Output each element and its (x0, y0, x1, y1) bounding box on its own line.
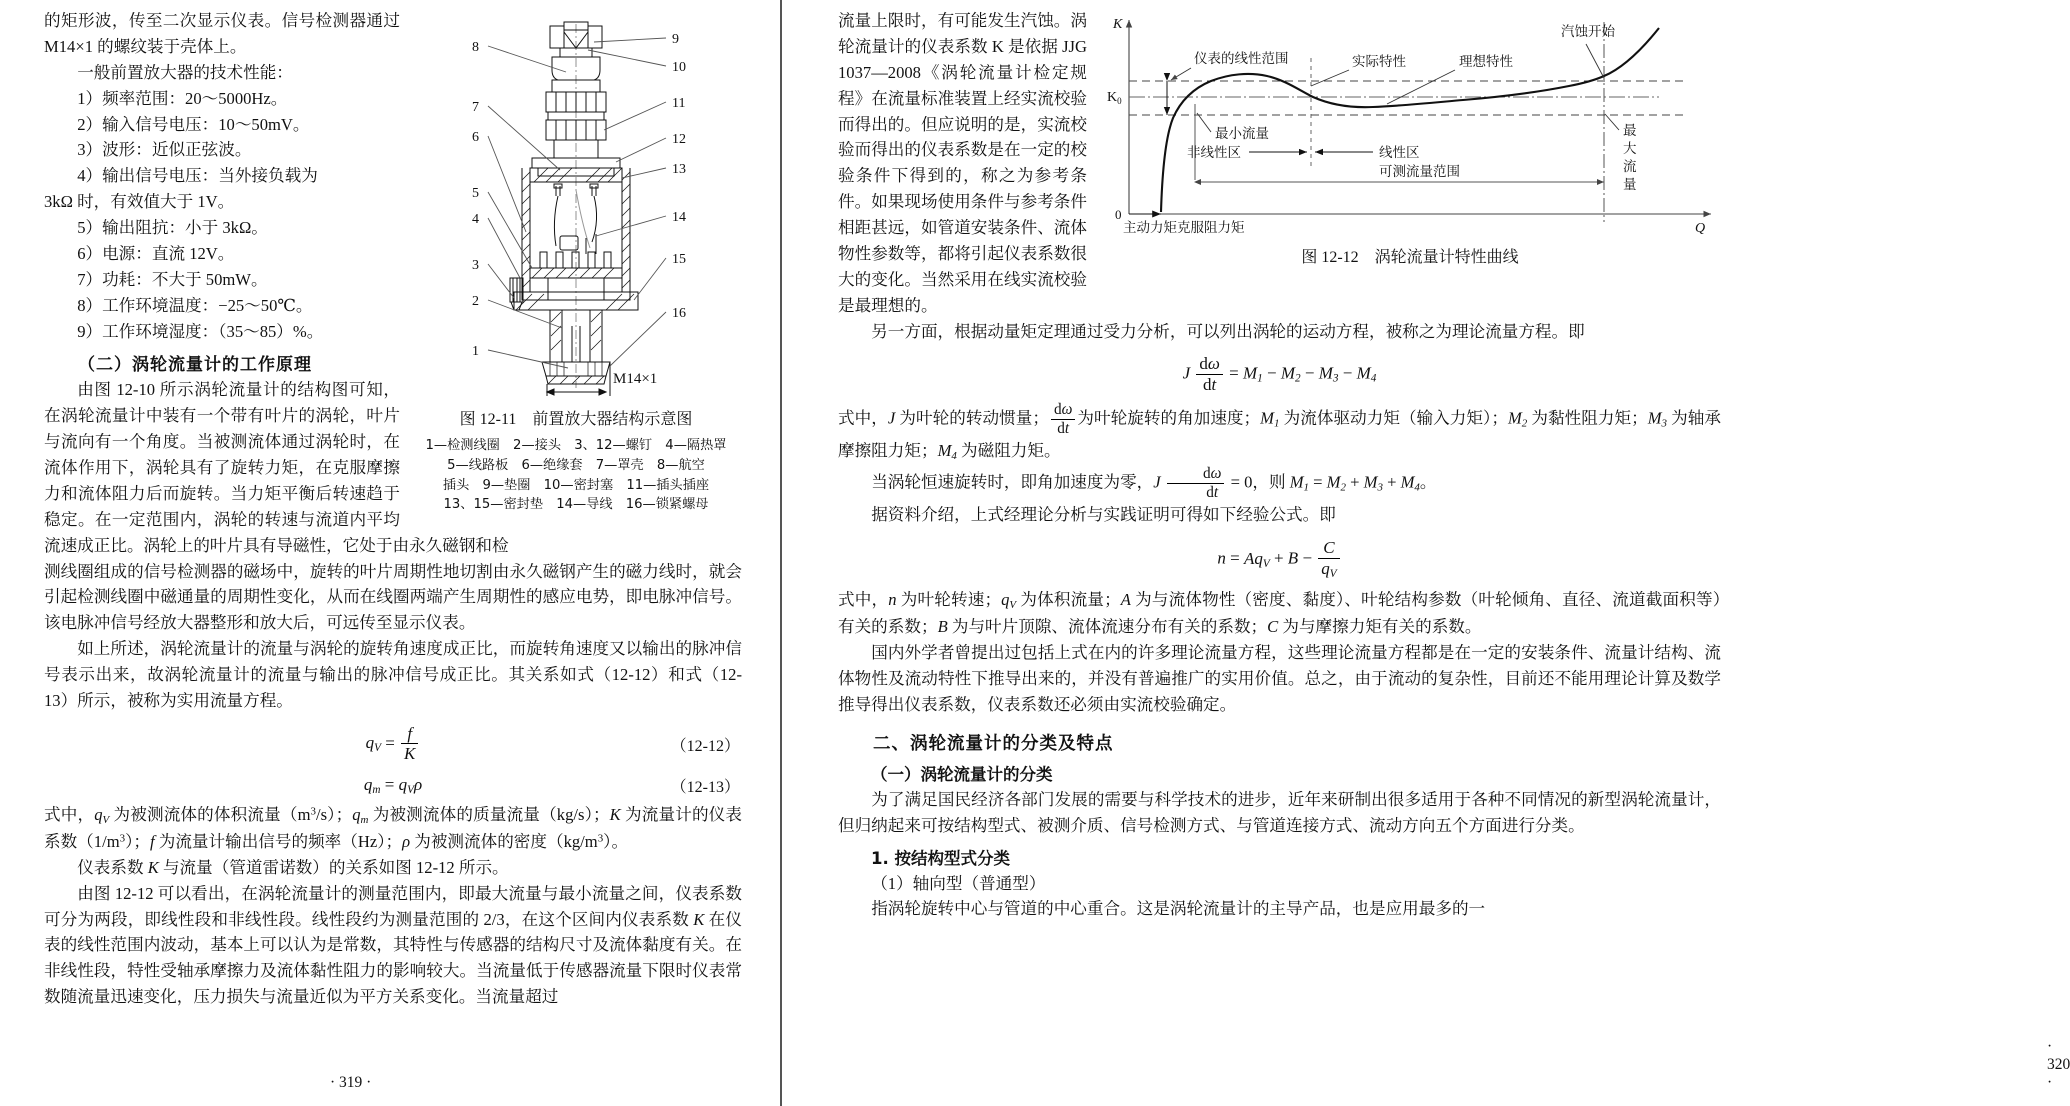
preamplifier-svg (410, 10, 742, 402)
paragraph-body-3: 如上所述，涡轮流量计的流量与涡轮的旋转角速度成正比，而旋转角速度又以输出的脉冲信号表示出来，故涡轮流量计的流量与输出的脉冲信号成正比。其关系如式（12-12）和式（12-13）所示，被称为实用流量方程。 (44, 639, 742, 710)
equation-12-13-row (44, 775, 742, 796)
legend-line: 1—检测线圈 2—接头 3、12—螺钉 4—隔热罩 (425, 437, 727, 453)
preamplifier-cross-section-drawing (410, 10, 742, 402)
paragraph-right-2: 另一方面，根据动量矩定理通过受力分析，可以列出涡轮的运动方程，被称之为理论流量方程。即 (871, 321, 1585, 341)
callout-6: 6 (472, 130, 479, 145)
spec-item-3: 3）波形：近似正弦波。 (77, 140, 252, 160)
annotation-driving-torque: 主动力矩克服阻力矩 (1123, 220, 1245, 236)
figure-12-12-caption: 图 12-12 涡轮流量计特性曲线 (1301, 249, 1519, 266)
annotation-min-flow: 最小流量 (1215, 126, 1269, 142)
callout-8: 8 (472, 40, 479, 55)
equation-motion-row (838, 354, 1721, 395)
figure-12-12 (1099, 8, 1721, 271)
annotation-measurable-range: 可测流量范围 (1379, 164, 1460, 180)
equation-12-13-number: （12-13） (670, 778, 740, 796)
equation-12-12-number: （12-12） (670, 737, 740, 755)
figure-12-11-caption: 图 12-11 前置放大器结构示意图 (459, 411, 693, 428)
callout-2: 2 (472, 294, 479, 309)
annotation-max-flow-4: 量 (1623, 177, 1637, 193)
annotation-ideal-characteristic: 理想特性 (1459, 54, 1513, 70)
paragraph-body-5: 仪表系数 K 与流量（管道雷诺数）的关系如图 12-12 所示。 (77, 857, 509, 877)
subsection-heading-classification: （一）涡轮流量计的分类 (871, 764, 1053, 784)
callout-9: 9 (672, 32, 679, 47)
callout-15: 15 (672, 252, 686, 267)
equation-empirical-row (838, 538, 1721, 581)
turbine-characteristic-chart (1099, 8, 1721, 238)
spec-item-8: 8）工作环境温度：−25～50℃。 (77, 295, 313, 315)
equation-motion: J $\frac{d\omega}{dt}$ = $M_1 - M_2 - M_3 - M_4$ (1182, 354, 1377, 394)
paragraph-right-3: 式中，J 为叶轮的转动惯量； $\frac{d\omega}{dt}$ 为叶轮旋转的角加速度；$M_1$ 为流体驱动力矩（输入力矩）；$M_2$ 为黏性阻力矩；$M_3$ 为轴承摩擦阻力矩；$M_4$ 为磁阻力矩。 (838, 401, 1721, 463)
x-axis-label: Q (1695, 221, 1706, 236)
spec-item-1: 1）频率范围：20～5000Hz。 (77, 88, 288, 108)
spec-item-7: 7）功耗：不大于 50mW。 (77, 269, 268, 289)
paragraph-body-1: 由图 12-10 所示涡轮流量计的结构图可知，在涡轮流量计中装有一个带有叶片的涡轮，叶片与流向有一个角度。当被测流体通过涡轮时，在流体作用下，涡轮具有了旋转力矩，在克服摩擦力和流体阻力后而旋转。当力矩平衡后转速趋于稳定。在一定范围内，涡轮的转速与流道内平均流速成正比。涡轮上的叶片具有导磁性，它处于由永久磁钢和检 (44, 380, 509, 555)
figure-12-11 (410, 10, 742, 515)
paragraph-right-7: 国内外学者曾提出过包括上式在内的许多理论流量方程，这些理论流量方程都是在一定的安装条件、流量计结构、流体物性及流动特性下推导出来的，并没有普遍推广的实用价值。总之，由于流动的复杂性，目前还不能用理论计算及数学推导得出仪表系数，仪表系数还必须由实流校验确定。 (838, 643, 1721, 714)
callout-13: 13 (672, 162, 686, 177)
annotation-max-flow-3: 流 (1623, 159, 1637, 175)
callout-5: 5 (472, 186, 479, 201)
page-right (792, 0, 2070, 1106)
spec-item-6: 6）电源：直流 12V。 (77, 243, 235, 263)
item-axial-type: （1）轴向型（普通型） (871, 873, 1046, 893)
callout-3: 3 (472, 258, 479, 273)
callout-7: 7 (472, 100, 479, 115)
page-divider (770, 0, 792, 1106)
annotation-actual-characteristic: 实际特性 (1352, 54, 1406, 70)
annotation-max-flow-2: 大 (1623, 141, 1637, 157)
k0-tick-label: $K_0$ (1107, 90, 1122, 106)
legend-line: 插头 9—垫圈 10—密封塞 11—插头插座 (442, 477, 710, 493)
annotation-linear-zone: 线性区 (1379, 145, 1420, 161)
callout-11: 11 (672, 96, 686, 111)
section-heading-working-principle: （二）涡轮流量计的工作原理 (78, 355, 312, 376)
paragraph-body-2: 测线圈组成的信号检测器的磁场中，旋转的叶片周期性地切割由永久磁钢产生的磁力线时，就会引起检测线圈中磁通量的周期性变化，从而在线圈两端产生周期性的感应电势，即电脉冲信号。该电脉冲信号经放大器整形和放大后，可远传至显示仪表。 (44, 561, 742, 633)
equation-12-12: $q_V$ = $\frac{f}{K}$ (366, 724, 421, 765)
annotation-cavitation-start: 汽蚀开始 (1561, 24, 1615, 40)
characteristic-curve-svg (1099, 8, 1721, 238)
preamp-spec-intro: 一般前置放大器的技术性能： (77, 62, 293, 82)
spec-item-4-cont: 3kΩ 时，有效值大于 1V。 (44, 192, 235, 212)
annotation-max-flow-1: 最 (1623, 123, 1637, 139)
figure-12-11-legend (410, 436, 742, 515)
annotation-linear-range: 仪表的线性范围 (1194, 51, 1289, 67)
callout-1: 1 (472, 344, 479, 359)
item-heading-structural-type: 1. 按结构型式分类 (871, 848, 1010, 868)
page-number-right: · 320 · (2047, 1038, 2070, 1091)
paragraph-right-6: 式中，n 为叶轮转速；$q_V$ 为体积流量；A 为与流体物性（密度、黏度）、叶轮结构参数（叶轮倾角、直径、流道截面积等）有关的系数；B 为与叶片顶隙、流体流速分布有关的系数；C 为与摩擦力矩有关的系数。 (838, 590, 1721, 637)
spec-item-2: 2）输入信号电压：10～50mV。 (77, 114, 310, 134)
legend-line: 5—线路板 6—绝缘套 7—罩壳 8—航空 (447, 457, 705, 473)
paragraph-top-left: 的矩形波，传至二次显示仪表。信号检测器通过 M14×1 的螺纹装于壳体上。 (44, 11, 400, 56)
equation-12-12-row (44, 724, 742, 765)
paragraph-right-1: 流量上限时，有可能发生汽蚀。涡轮流量计的仪表系数 K 是依据 JJG 1037—2008《涡轮流量计检定规程》在流量标准装置上经实流校验而得出的。但应说明的是，实流校验而得出的仪表系数是在一定的校验条件下得到的，称之为参考条件。如果现场使用条件与参考条件相距甚远，如管道安装条件、流体物性参数等，都将引起仪表系数很大的变化。当然采用在线实流校验是最理想的。 (838, 11, 1087, 315)
paragraph-right-8: 为了满足国民经济各部门发展的需要与科学技术的进步，近年来研制出很多适用于各种不同情况的新型涡轮流量计，但归纳起来可按结构型式、被测介质、信号检测方式、与管道连接方式、流动方向五个方面进行分类。 (838, 789, 1721, 835)
paragraph-right-4: 当涡轮恒速旋转时，即角加速度为零，J $\frac{d\omega}{dt}$ = 0，则 $M_1 = M_2 + M_3 + M_4$。 (871, 465, 1437, 501)
callout-4: 4 (472, 212, 479, 227)
spec-item-4: 4）输出信号电压：当外接负载为 (77, 166, 318, 186)
paragraph-right-9: 指涡轮旋转中心与管道的中心重合。这是涡轮流量计的主导产品，也是应用最多的一 (871, 899, 1486, 919)
legend-line: 13、15—密封垫 14—导线 16—锁紧螺母 (443, 497, 709, 513)
thread-spec-label: M14×1 (613, 371, 658, 387)
callout-16: 16 (672, 306, 686, 321)
section-heading-classification: 二、涡轮流量计的分类及特点 (873, 733, 1114, 754)
spec-item-5: 5）输出阻抗：小于 3kΩ。 (77, 218, 268, 237)
origin-label: 0 (1115, 207, 1122, 222)
paragraph-right-5: 据资料介绍，上式经理论分析与实践证明可得如下经验公式。即 (871, 505, 1336, 525)
callout-12: 12 (672, 132, 686, 147)
equation-12-13: $q_m = q_V\rho$ (363, 774, 423, 796)
paragraph-body-4: 式中，$q_V$ 为被测流体的体积流量$(m^3/s)$；$q_m$ 为被测流体的质量流量（kg/s）；K 为流量计的仪表系数$(1/m^3)$；f 为流量计输出信号的频率（Hz）；ρ 为被测流体的密度$(kg/m^3)$。 (44, 804, 743, 851)
page-left (0, 0, 770, 1106)
equation-empirical: $n = Aq_V + B$ − $\frac{C}{q_V}$ (1217, 538, 1341, 581)
callout-14: 14 (672, 210, 686, 225)
paragraph-body-6: 由图 12-12 可以看出，在涡轮流量计的测量范围内，即最大流量与最小流量之间，仪表系数可分为两段，即线性段和非线性段。线性段约为测量范围的 2/3，在这个区间内仪表系数 K 在仪表的线性范围内波动，基本上可以认为是常数，其特性与传感器的结构尺寸及流体黏度有关。在非线性段，特性受轴承摩擦力及流体黏性阻力的影响较大。当流量低于传感器流量下限时仪表常数随流量迅速变化，压力损失与流量近似为平方关系变化。当流量超过 (44, 883, 743, 1007)
annotation-nonlinear-zone: 非线性区 (1187, 145, 1241, 161)
callout-10: 10 (672, 60, 686, 75)
page-number-left: · 319 · (330, 1074, 372, 1091)
spec-item-9: 9）工作环境湿度：（35～85）%。 (77, 321, 324, 341)
y-axis-label: K (1113, 17, 1123, 32)
